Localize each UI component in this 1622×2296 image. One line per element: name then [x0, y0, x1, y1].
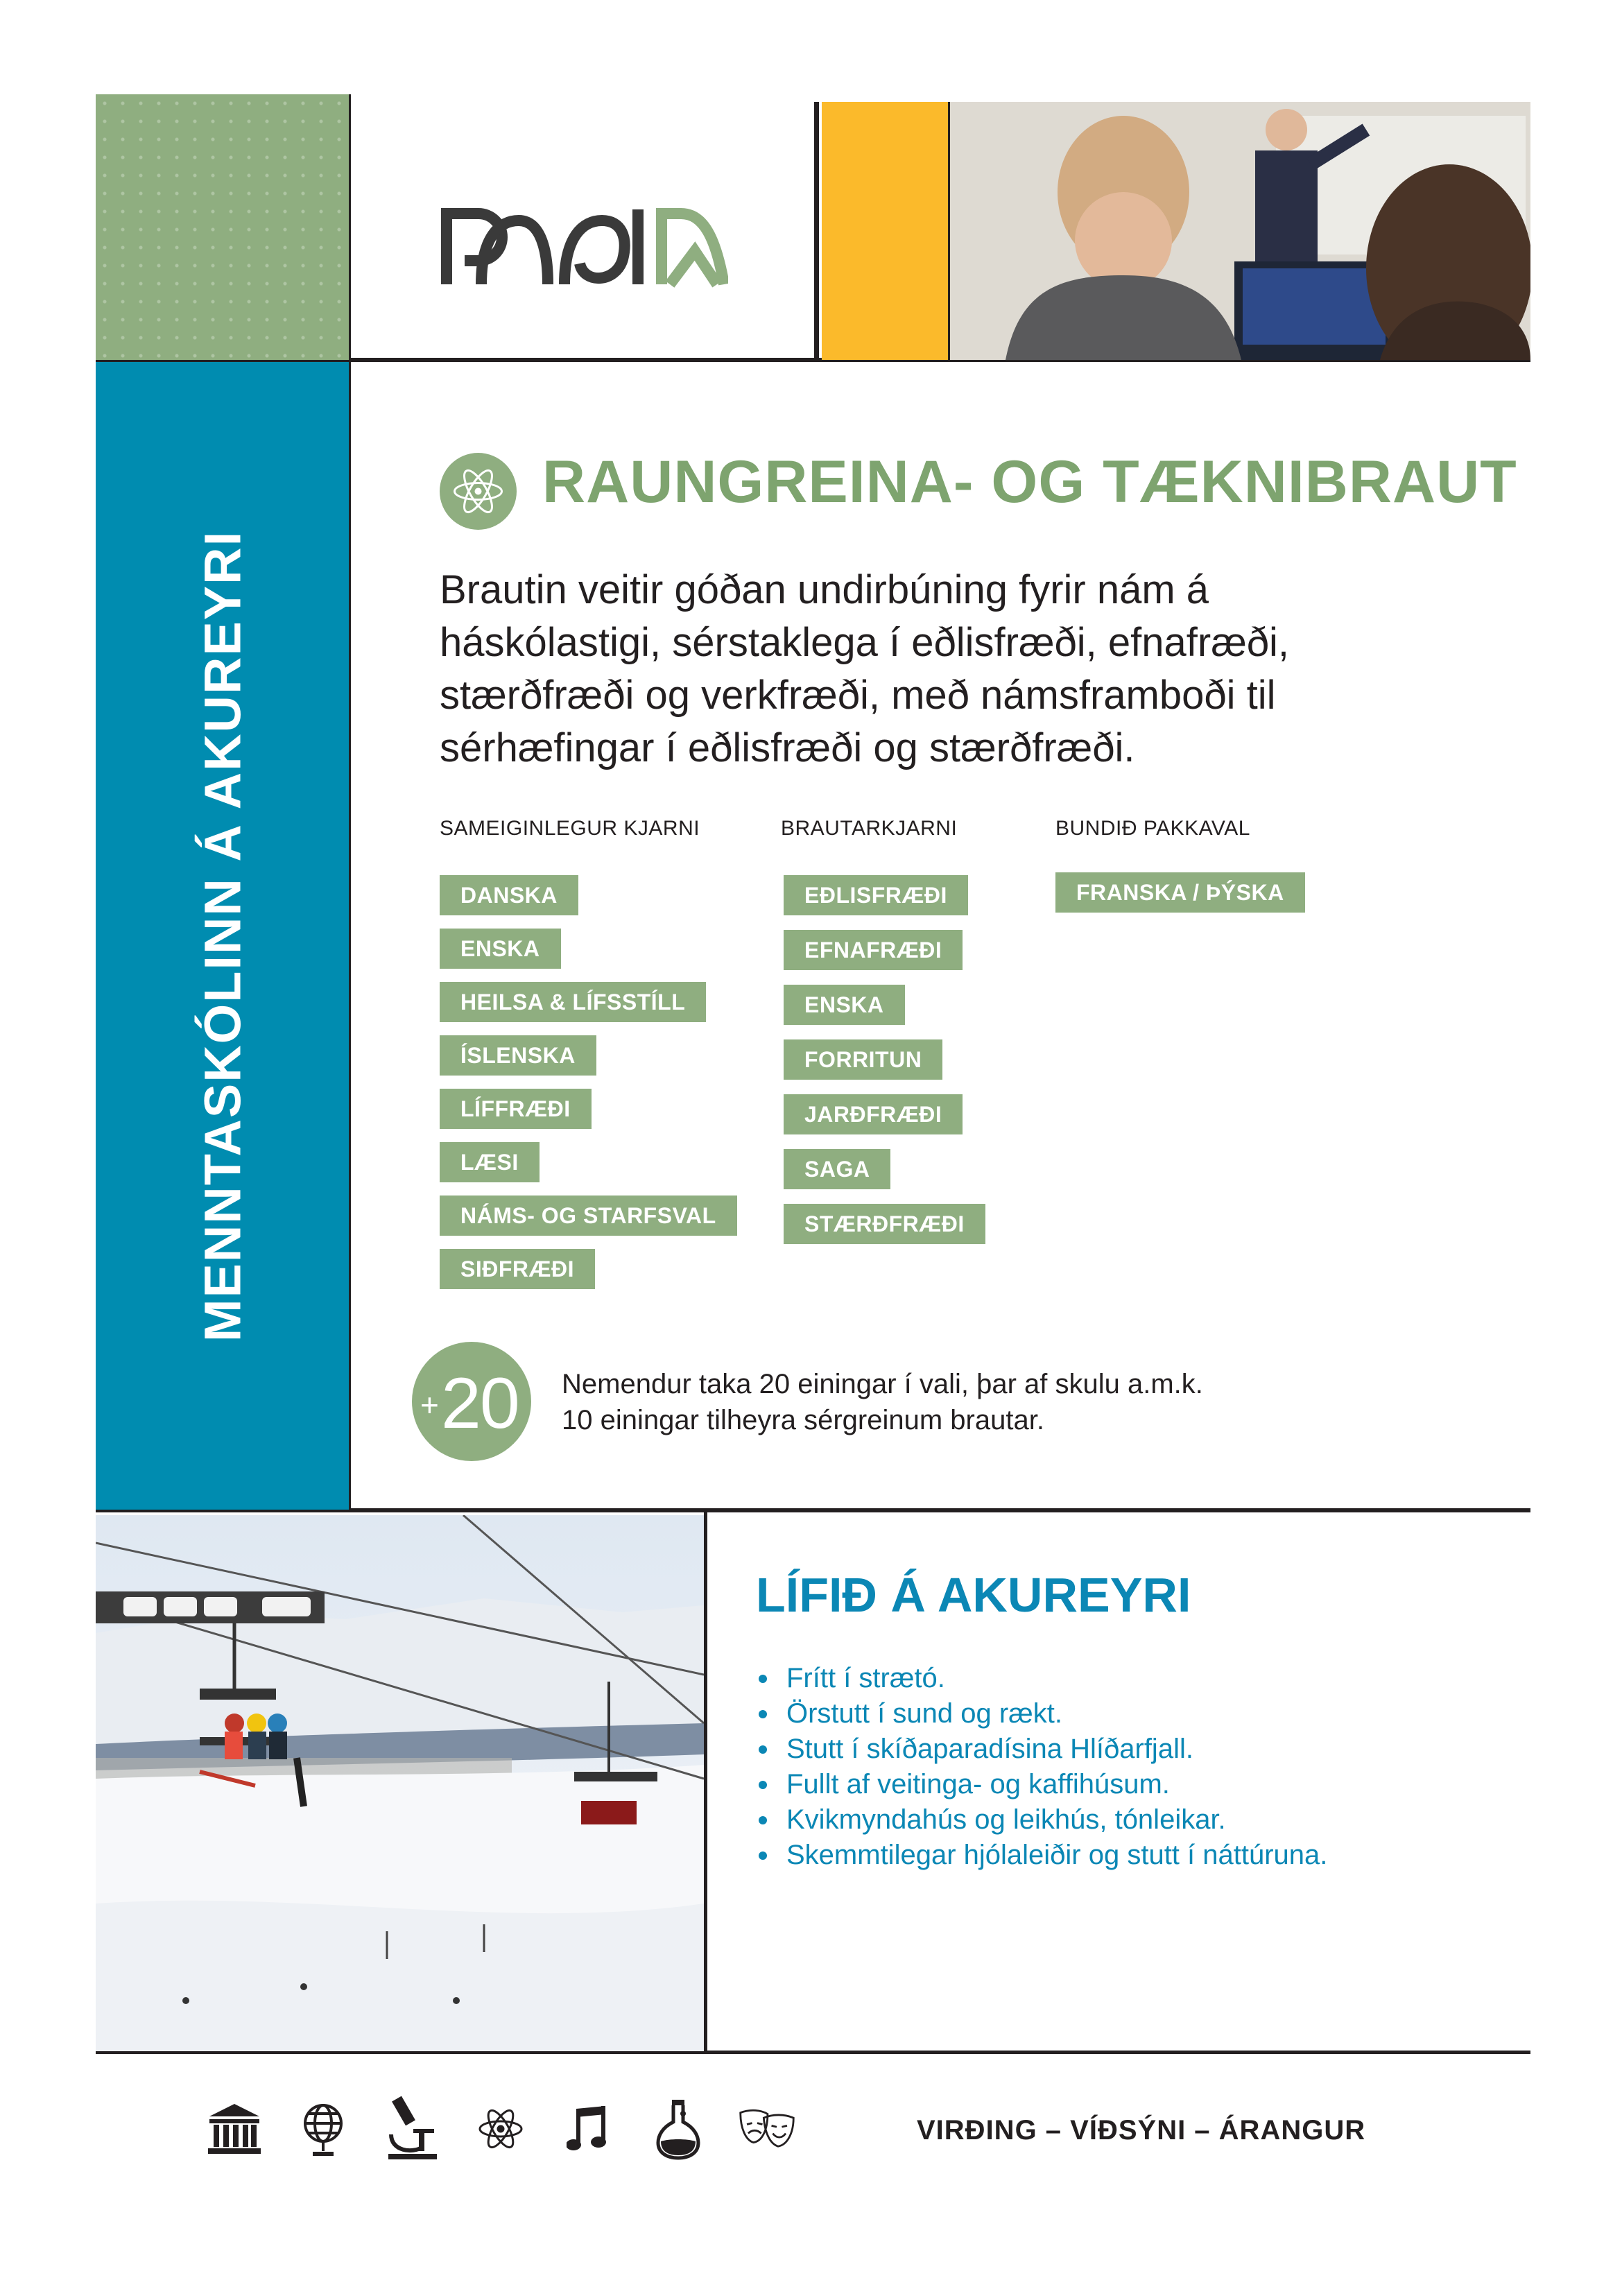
motto: VIRÐING – VÍÐSÝNI – ÁRANGUR [917, 2115, 1366, 2146]
ma-logo-icon [437, 196, 728, 293]
elective-units-badge [412, 1342, 531, 1461]
elective-text [562, 1366, 1325, 1438]
package-heading: BUNDIÐ PAKKAVAL [1055, 817, 1250, 840]
course-tag: LÆSI [440, 1142, 540, 1182]
logo [437, 196, 728, 293]
course-tag: EÐLISFRÆÐI [784, 875, 968, 915]
list-item: Frítt í strætó. [756, 1661, 1327, 1696]
elective-line: 10 einingar tilheyra sérgreinum brautar. [562, 1405, 1044, 1435]
list-item: Örstutt í sund og rækt. [756, 1696, 1327, 1732]
core-course-list [440, 875, 737, 1289]
course-tag: FORRITUN [784, 1039, 942, 1080]
ski-lift-photo [96, 1515, 704, 2051]
course-tag: LÍFFRÆÐI [440, 1089, 592, 1129]
life-heading: LÍFIÐ Á AKUREYRI [756, 1568, 1191, 1622]
flask-icon [649, 2094, 707, 2164]
elective-line: Nemendur taka 20 einingar í vali, þar af skulu a.m.k. [562, 1369, 1203, 1399]
school-name: MENNTASKÓLINN Á AKUREYRI [193, 530, 251, 1342]
course-tag: STÆRÐFRÆÐI [784, 1204, 985, 1244]
music-note-icon [560, 2094, 619, 2164]
course-tag: HEILSA & LÍFSSTÍLL [440, 982, 706, 1022]
footer-icon-row [205, 2094, 796, 2164]
course-tag: SAGA [784, 1149, 890, 1189]
course-tag: ENSKA [784, 985, 905, 1025]
sidebar [96, 362, 349, 1510]
microscope-icon [383, 2094, 441, 2164]
life-list [756, 1661, 1327, 1873]
frame-line [814, 102, 819, 360]
track-heading: BRAUTARKJARNI [781, 817, 958, 840]
course-tag: DANSKA [440, 875, 578, 915]
atom-icon [472, 2094, 530, 2164]
globe-icon [294, 2094, 352, 2164]
course-tag: NÁMS- OG STARFSVAL [440, 1196, 737, 1236]
program-intro: Brautin veitir góðan undirbúning fyrir nám á háskólastigi, sérstaklega í eðlisfræði, efnafræði, stærðfræði og verkfræði, með námsframboði til sérhæfingar í eðlisfræði og stærðfræði. [440, 567, 1290, 770]
list-item: Kvikmyndahús og leikhús, tónleikar. [756, 1802, 1327, 1838]
elective-units-number: 20 [441, 1363, 519, 1444]
frame-line [704, 1512, 707, 2053]
course-tag: EFNAFRÆÐI [784, 930, 963, 970]
course-tag: FRANSKA / ÞÝSKA [1055, 872, 1305, 913]
list-item: Skemmtilegar hjólaleiðir og stutt í náttúruna. [756, 1838, 1327, 1873]
museum-icon [205, 2094, 264, 2164]
decorative-dot-block [96, 94, 349, 360]
theater-masks-icon [738, 2094, 796, 2164]
course-tag: ENSKA [440, 929, 561, 969]
package-course-list [1055, 872, 1305, 913]
page-title: RAUNGREINA- OG TÆKNIBRAUT [542, 449, 1517, 515]
classroom-photo [950, 102, 1530, 360]
plus-sign: + [420, 1387, 439, 1423]
track-course-list [784, 875, 985, 1244]
course-tag: ÍSLENSKA [440, 1035, 596, 1076]
course-tag: SIÐFRÆÐI [440, 1249, 595, 1289]
atom-icon [440, 453, 517, 530]
core-heading: SAMEIGINLEGUR KJARNI [440, 817, 700, 840]
course-tag: JARÐFRÆÐI [784, 1094, 963, 1134]
list-item: Fullt af veitinga- og kaffihúsum. [756, 1767, 1327, 1802]
decorative-yellow-block [822, 102, 948, 360]
list-item: Stutt í skíðaparadísina Hlíðarfjall. [756, 1732, 1327, 1767]
